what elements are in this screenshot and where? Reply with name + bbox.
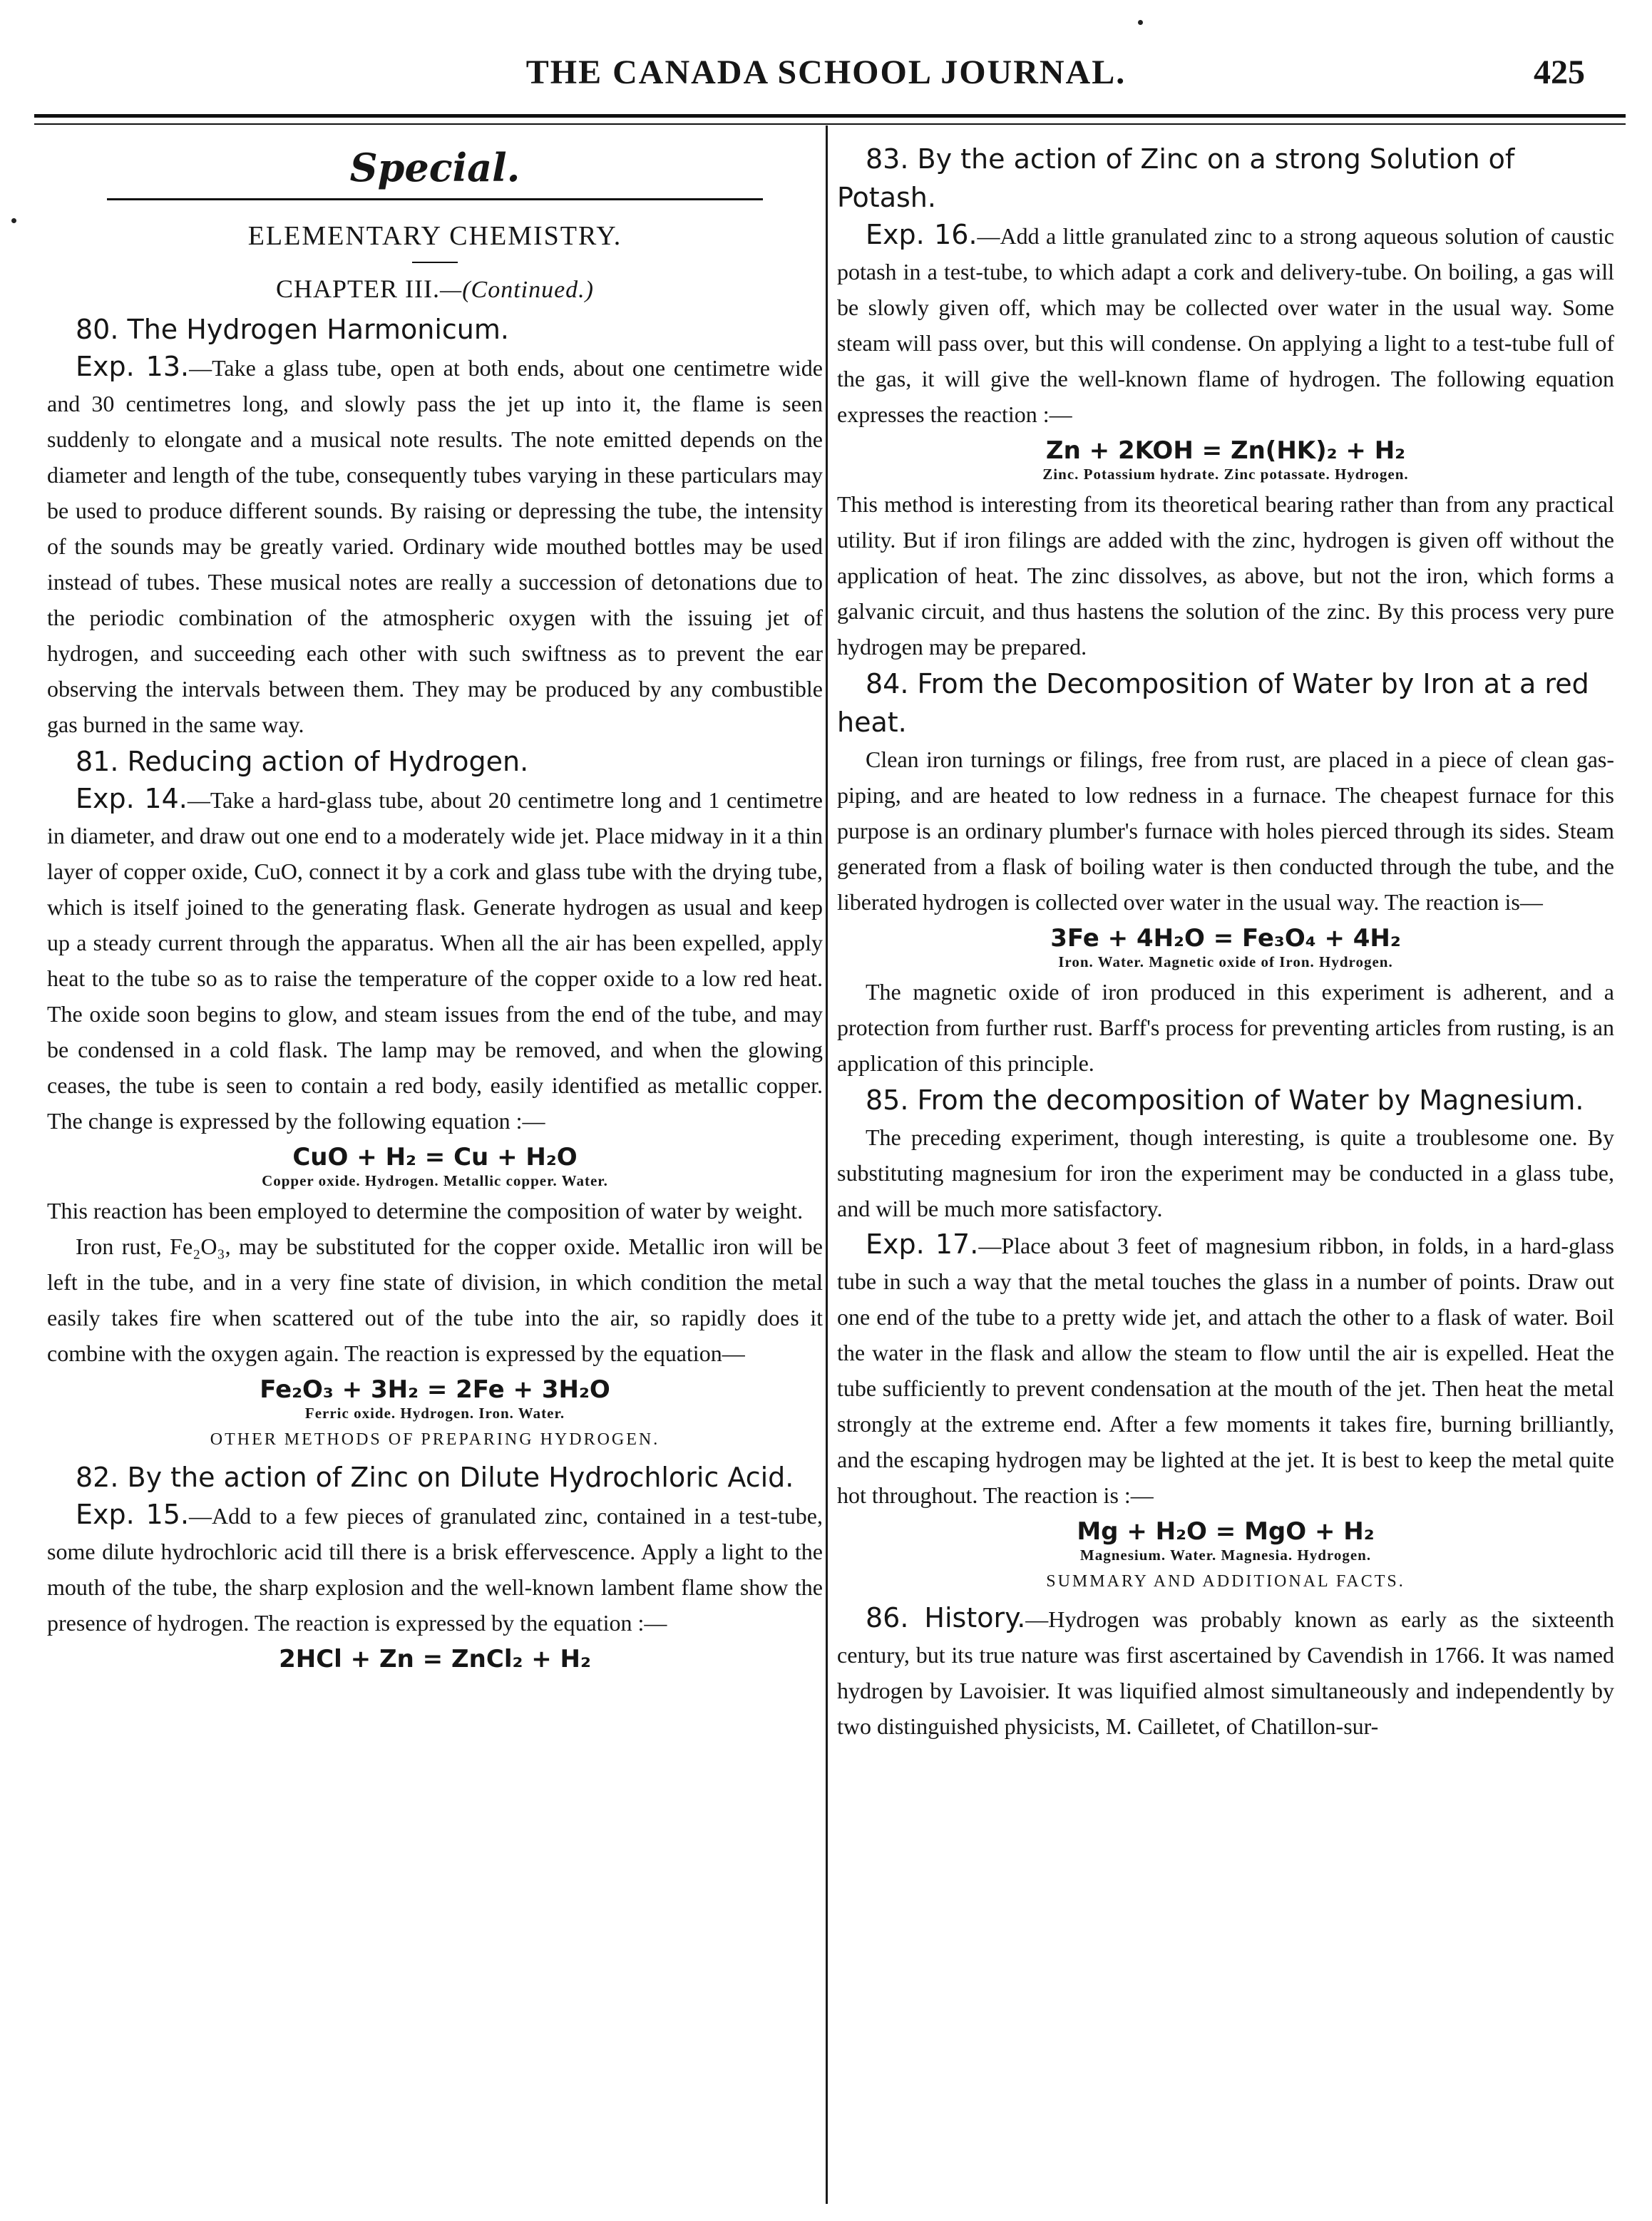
equation-names: Copper oxide. Hydrogen. Metallic copper. Water. <box>262 1172 608 1189</box>
subsection-title: SUMMARY AND ADDITIONAL FACTS. <box>1046 1572 1405 1591</box>
heading-86-label: 86. History. <box>866 1602 1026 1633</box>
special-rule <box>107 198 763 200</box>
exp-16-text: —Add a little granulated zinc to a strong aqueous solution of caustic potash in a test-tube, to which adapt a cork and delivery-tube. On boiling, a gas will be slowly given off, which may be collected over water in the usual way. Some steam will pass over, but this will condense. On applying a light to a test-tube full of the gas, it will give the well-known flame of hydrogen. The following equation expresses the reaction :— <box>837 223 1615 427</box>
exp-13-paragraph <box>47 349 823 742</box>
exp-15-paragraph <box>47 1497 823 1641</box>
column-divider <box>826 125 828 2204</box>
equation-potash <box>837 436 1614 483</box>
equation-names: Magnesium. Water. Magnesia. Hydrogen. <box>1079 1547 1372 1564</box>
section-rule <box>412 262 458 263</box>
chapter-continued: —(Continued.) <box>439 277 595 303</box>
equation-magnesium <box>837 1517 1614 1564</box>
equation-names: Iron. Water. Magnetic oxide of Iron. Hydrogen. <box>1058 953 1393 970</box>
heading-80: 80. The Hydrogen Harmonicum. <box>76 314 509 345</box>
chapter-number: CHAPTER III. <box>275 275 440 303</box>
heading-81: 81. Reducing action of Hydrogen. <box>76 746 529 777</box>
equation-iron <box>47 1375 823 1422</box>
exp-13-text: —Take a glass tube, open at both ends, about one centimetre wide and 30 centimetres long, and slowly pass the jet up into it, the flame is seen suddenly to elongate and a musical note results. The note emitted depends on the diameter and length of the tube, consequently tubes varying in these particulars may be used to produce different sounds. By raising or depressing the tube, the intensity of the sounds may be greatly varied. Ordinary wide mouthed bottles may be used instead of tubes. These musical notes are really a succession of detonations due to the periodic combination of the atmospheric oxygen with the issuing jet of hydrogen, and succeeding each other with such swiftness as to prevent the ear observing the intervals between them. They may be produced by any combustible gas burned in the same way. <box>47 355 823 737</box>
heading-82: 82. By the action of Zinc on Dilute Hydrochloric Acid. <box>76 1462 794 1493</box>
exp-16-paragraph <box>837 217 1614 432</box>
paragraph: This method is interesting from its theoretical bearing rather than from any practical utility. But if iron filings are added with the zinc, hydrogen is given off without the application of heat. The zinc dissolves, as above, but not the iron, which forms a galvanic circuit, and thus hastens the solution of the zinc. By this process very pure hydrogen may be prepared. <box>837 491 1614 660</box>
equation-formula: Fe₂O₃ + 3H₂ = 2Fe + 3H₂O <box>260 1375 610 1404</box>
equation-formula: Mg + H₂O = MgO + H₂ <box>1077 1517 1375 1546</box>
equation-names: Zinc. Potassium hydrate. Zinc potassate. Hydrogen. <box>1042 466 1409 483</box>
exp-15-text: —Add to a few pieces of granulated zinc, contained in a test-tube, some dilute hydrochloric acid till there is a brisk effervescence. Apply a light to the mouth of the tube, the sharp explosion and the well-known lambent flame show the presence of hydrogen. The reaction is expressed by the equation :— <box>47 1503 823 1636</box>
exp-14-paragraph <box>47 781 823 1139</box>
exp-17-paragraph <box>837 1226 1614 1513</box>
equation-formula: 2HCl + Zn = ZnCl₂ + H₂ <box>279 1645 591 1673</box>
exp-17-text: —Place about 3 feet of magnesium ribbon, in folds, in a hard-glass tube in such a way that the metal touches the glass in a number of points. Draw out one end of the tube to a pretty wide jet, and attach the other to a flask of water. Boil the water in the flask and allow the steam to flow until the air is expelled. Heat the tube sufficiently to prevent condensation at the mouth of the jet. Then heat the metal strongly at the extreme end. After a few moments it takes fire, burning brilliantly, and the escaping hydrogen may be lighted at the jet. It is best to keep the metal quite hot throughout. The reaction is :— <box>837 1233 1614 1508</box>
margin-speck <box>11 218 16 223</box>
paragraph-84: Clean iron turnings or filings, free from rust, are placed in a piece of clean gas-piping, and are heated to low redness in a furnace. The cheapest furnace for this purpose is an ordinary plumber's furnace with holes pierced through its sides. Steam generated from a flask of boiling water is then conducted through the tube, and the liberated hydrogen is collected over water in the usual way. The reaction is— <box>837 747 1614 915</box>
heading-85: 85. From the decomposition of Water by Magnesium. <box>866 1084 1584 1116</box>
equation-zinc-hcl <box>47 1645 823 1673</box>
paragraph: This reaction has been employed to determine the composition of water by weight. <box>47 1198 804 1224</box>
paragraph: The magnetic oxide of iron produced in this experiment is adherent, and a protection from further rust. Barff's process for preventing articles from rusting, is an application of this principle. <box>837 979 1614 1076</box>
header-rule <box>34 114 1626 118</box>
section-title: ELEMENTARY CHEMISTRY. <box>247 221 622 251</box>
paragraph-85: The preceding experiment, though interesting, is quite a troublesome one. By substituting magnesium for iron the experiment may be conducted in a glass tube, and will be much more satisfactory. <box>837 1124 1614 1221</box>
equation-formula: 3Fe + 4H₂O = Fe₃O₄ + 4H₂ <box>1050 924 1401 953</box>
exp-14-text: —Take a hard-glass tube, about 20 centimetre long and 1 centimetre in diameter, and draw out one end to a moderately wide jet. Place midway in it a thin layer of copper oxide, CuO, connect it by a cork and glass tube with the drying tube, which is itself joined to the generating flask. Generate hydrogen as usual and keep up a steady current through the apparatus. When all the air has been expelled, apply heat to the tube so as to raise the temperature of the copper oxide to a low red heat. The oxide soon begins to glow, and steam issues from the end of the tube, and may be condensed in a cold flask. The lamp may be removed, and when the glowing ceases, the tube is seen to contain a red body, easily identified as metallic copper. The change is expressed by the following equation :— <box>47 787 824 1134</box>
heading-83: 83. By the action of Zinc on a strong Solution of Potash. <box>837 143 1515 213</box>
paragraph-86 <box>837 1600 1614 1744</box>
chapter-heading <box>47 269 823 310</box>
right-column <box>837 140 1614 1744</box>
exp-14-label: Exp. 14. <box>76 783 188 814</box>
paragraph-iron-rust: Iron rust, Fe₂O₃, may be substituted for the copper oxide. Metallic iron will be left in the tube, and in a very fine state of division, in which condition the metal easily takes fire when scattered out of the tube into the air, so rapidly does it combine with the oxygen again. The reaction is expressed by the equation— <box>47 1233 823 1366</box>
equation-iron-steam <box>837 924 1614 971</box>
exp-15-label: Exp. 15. <box>76 1499 190 1530</box>
equation-formula: Zn + 2KOH = Zn(HK)₂ + H₂ <box>1045 436 1406 465</box>
margin-speck <box>1138 20 1143 25</box>
equation-names: Ferric oxide. Hydrogen. Iron. Water. <box>304 1405 565 1422</box>
exp-13-label: Exp. 13. <box>76 351 190 382</box>
exp-17-label: Exp. 17. <box>866 1229 979 1260</box>
subsection-title: OTHER METHODS OF PREPARING HYDROGEN. <box>210 1430 660 1449</box>
heading-84: 84. From the Decomposition of Water by Iron at a red heat. <box>837 668 1589 738</box>
equation-formula: CuO + H₂ = Cu + H₂O <box>292 1143 578 1171</box>
page-number: 425 <box>1534 53 1585 91</box>
special-heading: Special. <box>349 145 520 190</box>
equation-copper <box>47 1143 823 1190</box>
exp-16-label: Exp. 16. <box>866 219 978 250</box>
paragraph-86-text: —Hydrogen was probably known as early as the sixteenth century, but its true nature was first ascertained by Cavendish in 1766. It was named hydrogen by Lavoisier. It was liquified almost simultaneously and independently by two distinguished physicists, M. Cailletet, of Chatillon-sur- <box>837 1606 1615 1739</box>
page-header <box>0 53 1652 103</box>
header-rule-thin <box>34 123 1626 125</box>
left-column <box>47 140 823 1676</box>
journal-title: THE CANADA SCHOOL JOURNAL. <box>525 53 1127 91</box>
